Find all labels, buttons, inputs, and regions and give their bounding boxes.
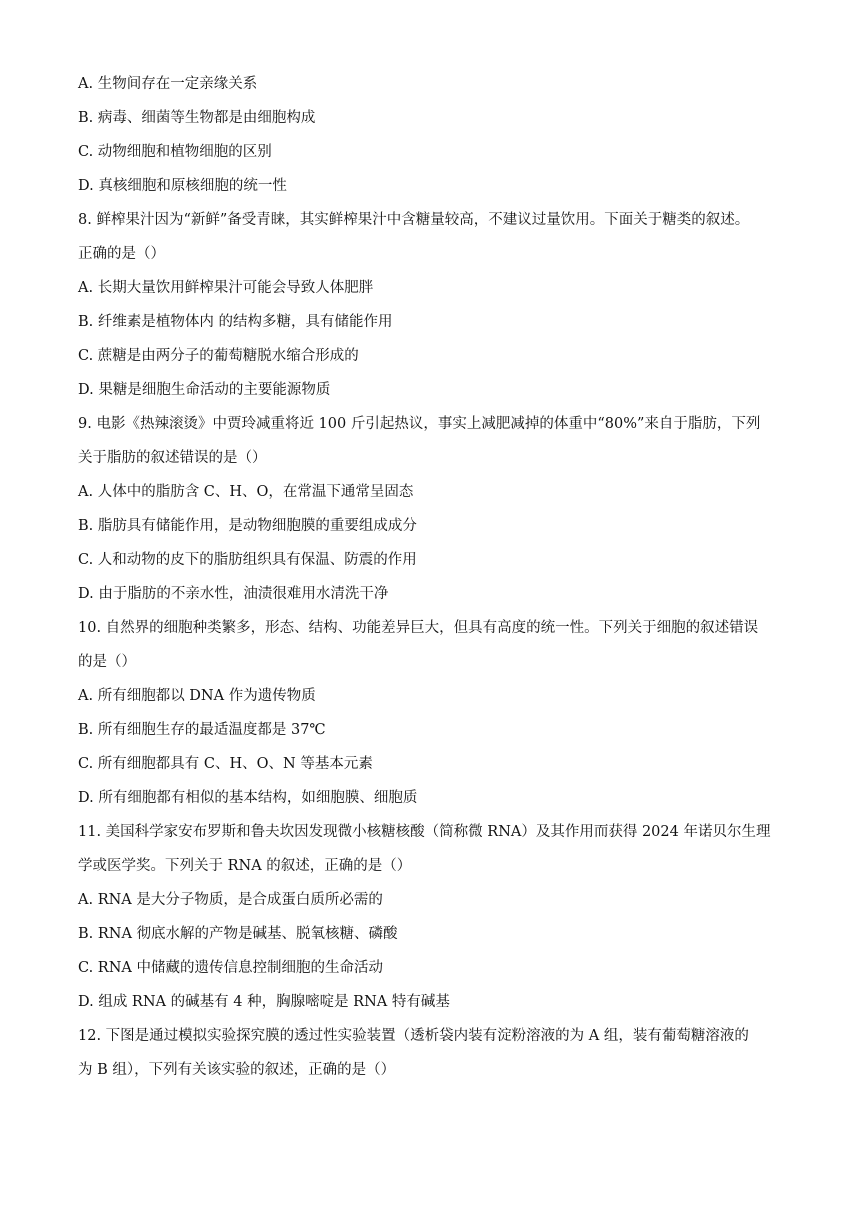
question-12-stem: 12. 下图是通过模拟实验探究膜的透过性实验装置（透析袋内装有淀粉溶液的为 A 组，装有葡萄糖溶液的 [78,1028,749,1044]
option-10b: B. 所有细胞生存的最适温度都是 37℃ [78,722,326,738]
question-9-stem: 9. 电影《热辣滚烫》中贾玲减重将近 100 斤引起热议，事实上减肥减掉的体重中“80%”来自于脂肪，下列 [78,416,761,432]
option-7b: B. 病毒、细菌等生物都是由细胞构成 [78,110,316,126]
option-8d: D. 果糖是细胞生命活动的主要能源物质 [78,382,331,398]
option-10d: D. 所有细胞都有相似的基本结构，如细胞膜、细胞质 [78,790,418,806]
option-8c: C. 蔗糖是由两分子的葡萄糖脱水缩合形成的 [78,348,359,364]
option-9c: C. 人和动物的皮下的脂肪组织具有保温、防震的作用 [78,552,417,568]
option-11a: A. RNA 是大分子物质，是合成蛋白质所必需的 [78,892,383,908]
question-12-stem-cont: 为 B 组），下列有关该实验的叙述，正确的是（） [78,1062,396,1078]
option-8a: A. 长期大量饮用鲜榨果汁可能会导致人体肥胖 [78,280,374,296]
option-9d: D. 由于脂肪的不亲水性，油渍很难用水清洗干净 [78,586,389,602]
option-7c: C. 动物细胞和植物细胞的区别 [78,144,272,160]
option-11c: C. RNA 中储藏的遗传信息控制细胞的生命活动 [78,960,383,976]
option-8b: B. 纤维素是植物体内 的结构多糖，具有储能作用 [78,314,393,330]
question-8-stem: 8. 鲜榨果汁因为“新鲜”备受青睐，其实鲜榨果汁中含糖量较高，不建议过量饮用。下面关于糖类的叙述。 [78,212,750,228]
option-10a: A. 所有细胞都以 DNA 作为遗传物质 [78,688,316,704]
option-7a: A. 生物间存在一定亲缘关系 [78,76,258,92]
option-7d: D. 真核细胞和原核细胞的统一性 [78,178,287,194]
option-10c: C. 所有细胞都具有 C、H、O、N 等基本元素 [78,756,373,772]
question-10-stem-cont: 的是（） [78,654,136,670]
option-11d: D. 组成 RNA 的碱基有 4 种，胸腺嘧啶是 RNA 特有碱基 [78,994,450,1010]
question-9-stem-cont: 关于脂肪的叙述错误的是（） [78,450,267,466]
question-10-stem: 10. 自然界的细胞种类繁多，形态、结构、功能差异巨大，但具有高度的统一性。下列关于细胞的叙述错误 [78,620,759,636]
question-11-stem-cont: 学或医学奖。下列关于 RNA 的叙述，正确的是（） [78,858,412,874]
option-11b: B. RNA 彻底水解的产物是碱基、脱氧核糖、磷酸 [78,926,398,942]
question-8-stem-cont: 正确的是（） [78,246,165,262]
option-9a: A. 人体中的脂肪含 C、H、O，在常温下通常呈固态 [78,484,414,500]
question-11-stem: 11. 美国科学家安布罗斯和鲁夫坎因发现微小核糖核酸（简称微 RNA）及其作用而获得 2024 年诺贝尔生理 [78,824,771,840]
option-9b: B. 脂肪具有储能作用，是动物细胞膜的重要组成成分 [78,518,417,534]
